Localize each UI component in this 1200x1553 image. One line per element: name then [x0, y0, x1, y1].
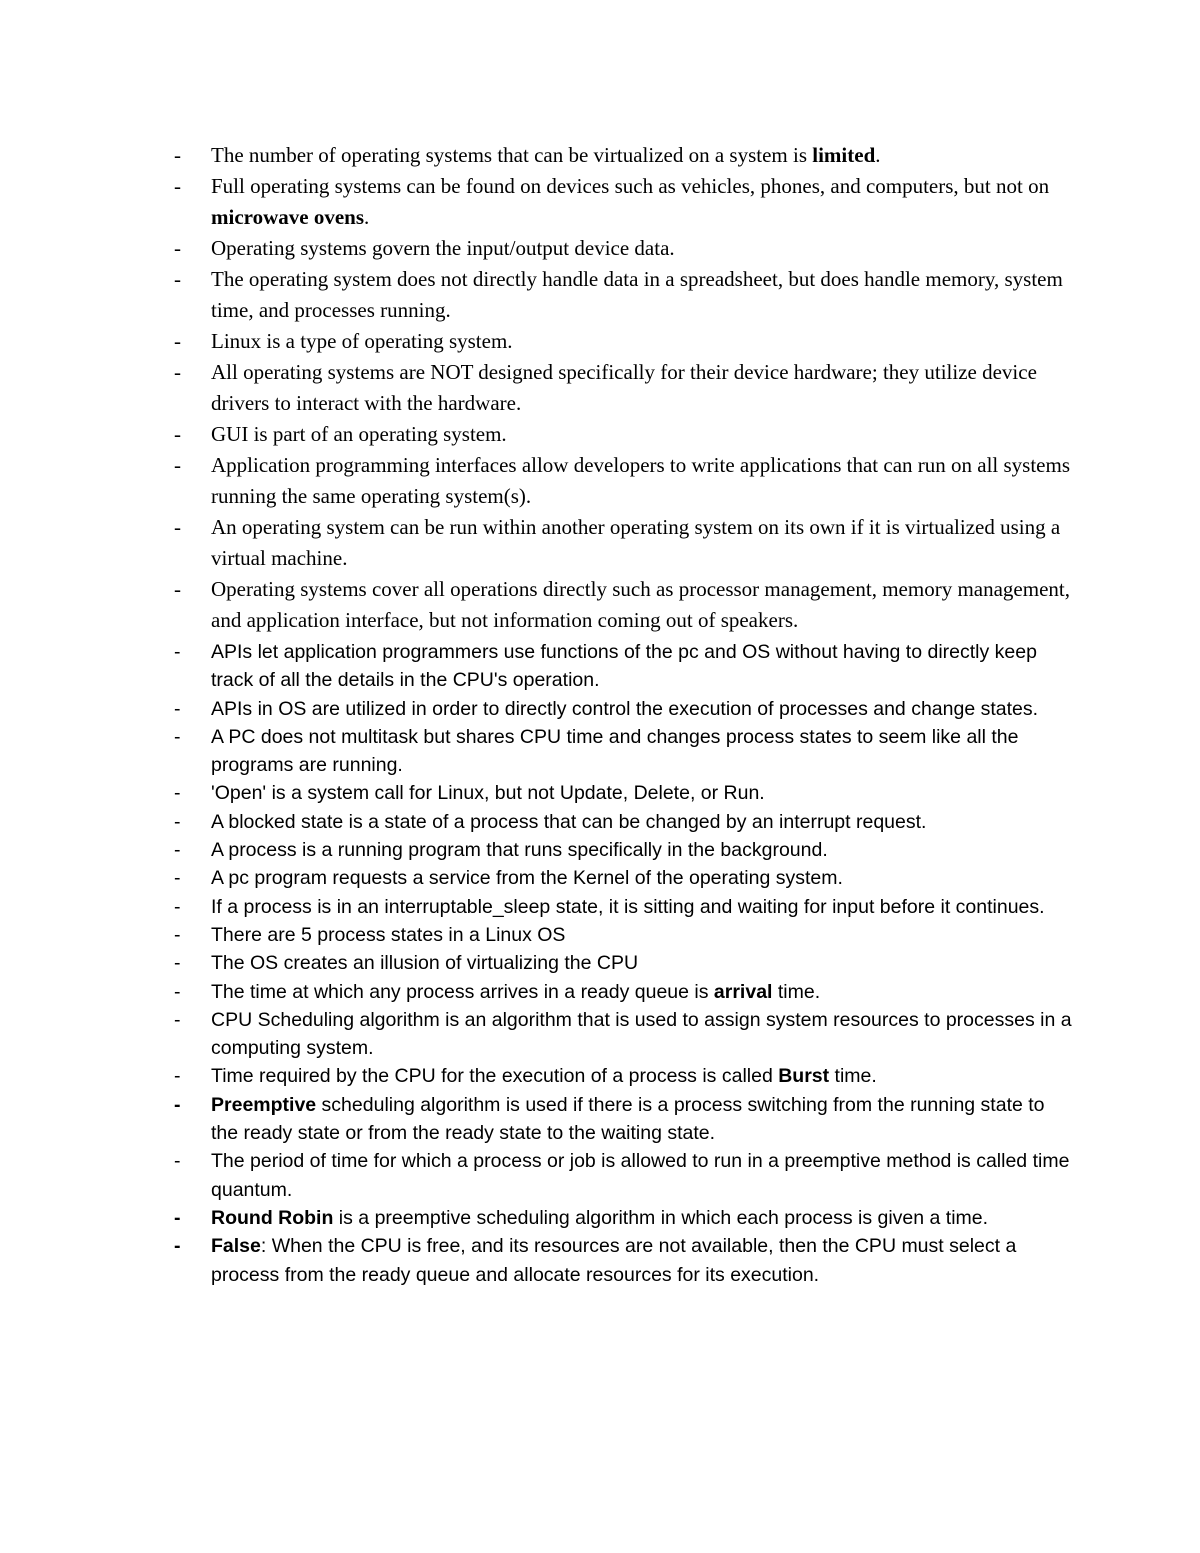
- list-bullet: -: [174, 980, 181, 1003]
- item-text: : When the CPU is free, and its resources are not available, then the CPU must select a process from the ready queue and allocate resources for its execution.: [211, 1235, 1017, 1286]
- list-bullet: -: [174, 782, 181, 805]
- list-bullet: -: [174, 453, 181, 477]
- list-bullet: -: [174, 895, 181, 918]
- item-text: If a process is in an interruptable_sleep state, it is sitting and waiting for input before it continues.: [211, 895, 1045, 918]
- list-bullet: -: [174, 867, 181, 890]
- list-item: [174, 1147, 1074, 1204]
- item-text: is a preemptive scheduling algorithm in which each process is given a time.: [333, 1206, 989, 1229]
- list-bullet: -: [174, 1235, 181, 1258]
- list-item: [174, 512, 1074, 574]
- list-bullet: -: [174, 1206, 181, 1229]
- item-text: A pc program requests a service from the Kernel of the operating system.: [211, 867, 843, 890]
- item-text: .: [364, 205, 370, 229]
- item-text: scheduling algorithm is used if there is a process switching from the running state to the ready state or from the ready state to the waiting state.: [211, 1093, 1045, 1145]
- list-item: [174, 779, 1074, 807]
- sans-statement-list: [174, 638, 1074, 1289]
- list-item: [174, 723, 1074, 780]
- list-bullet: -: [174, 174, 181, 198]
- item-text: A PC does not multitask but shares CPU time and changes process states to seem like all the programs are running.: [211, 725, 1019, 777]
- item-bold-text: limited: [812, 143, 876, 167]
- list-bullet: -: [174, 267, 181, 291]
- list-bullet: -: [174, 236, 181, 260]
- list-item: [174, 574, 1074, 636]
- list-item: [174, 808, 1074, 836]
- list-item: [174, 171, 1074, 233]
- item-text: An operating system can be run within another operating system on its own if it is virtualized using a virtual machine.: [211, 515, 1061, 570]
- list-item: [174, 864, 1074, 892]
- item-bold-text: arrival: [713, 980, 773, 1003]
- list-item: [174, 419, 1074, 450]
- item-text: Operating systems govern the input/output device data.: [211, 236, 675, 260]
- item-bold-text: Burst: [778, 1065, 830, 1088]
- item-text: time.: [829, 1065, 877, 1088]
- list-bullet: -: [174, 952, 181, 975]
- item-bold-text: False: [211, 1235, 261, 1258]
- list-item: [174, 1232, 1074, 1289]
- item-text: Time required by the CPU for the execution of a process is called: [211, 1065, 779, 1088]
- list-item: [174, 949, 1074, 977]
- list-item: [174, 264, 1074, 326]
- list-item: [174, 450, 1074, 512]
- item-text: A process is a running program that runs specifically in the background.: [211, 839, 828, 862]
- list-bullet: -: [174, 810, 181, 833]
- list-bullet: -: [174, 360, 181, 384]
- item-text: CPU Scheduling algorithm is an algorithm that is used to assign system resources to processes in a computing system.: [211, 1008, 1072, 1060]
- item-text: There are 5 process states in a Linux OS: [211, 923, 566, 946]
- list-bullet: -: [174, 577, 181, 601]
- list-item: [174, 140, 1074, 171]
- list-bullet: -: [174, 839, 181, 862]
- item-text: APIs let application programmers use functions of the pc and OS without having to directly keep track of all the details in the CPU's operation.: [211, 641, 1037, 692]
- list-bullet: -: [174, 329, 181, 353]
- list-item: [174, 695, 1074, 723]
- item-bold-text: Round Robin: [211, 1206, 334, 1229]
- item-text: The period of time for which a process or job is allowed to run in a preemptive method is called time quantum.: [211, 1150, 1070, 1201]
- list-bullet: -: [174, 923, 181, 946]
- list-item: [174, 1091, 1074, 1148]
- list-bullet: -: [174, 725, 181, 748]
- item-text: The operating system does not directly handle data in a spreadsheet, but does handle memory, system time, and processes running.: [211, 267, 1063, 322]
- list-bullet: -: [174, 697, 181, 720]
- list-bullet: -: [174, 1065, 181, 1088]
- list-bullet: -: [174, 1093, 181, 1116]
- item-text: Linux is a type of operating system.: [211, 329, 513, 353]
- list-bullet: -: [174, 641, 181, 663]
- item-text: The number of operating systems that can be virtualized on a system is: [211, 143, 813, 167]
- list-item: [174, 893, 1074, 921]
- item-text: Operating systems cover all operations directly such as processor management, memory management, and application interface, but not information coming out of speakers.: [211, 577, 1070, 632]
- list-bullet: -: [174, 143, 181, 167]
- list-item: [174, 1006, 1074, 1063]
- list-item: [174, 638, 1074, 695]
- list-item: [174, 357, 1074, 419]
- list-bullet: -: [174, 1150, 181, 1173]
- list-item: [174, 978, 1074, 1006]
- item-bold-text: Preemptive: [211, 1093, 317, 1116]
- list-item: [174, 1204, 1074, 1232]
- serif-statement-list: [174, 140, 1074, 636]
- item-text: Application programming interfaces allow developers to write applications that can run on all systems running the same operating system(s).: [211, 453, 1071, 508]
- list-bullet: -: [174, 422, 181, 446]
- list-item: [174, 921, 1074, 949]
- item-text: A blocked state is a state of a process that can be changed by an interrupt request.: [211, 810, 927, 833]
- list-item: [174, 233, 1074, 264]
- list-item: [174, 1062, 1074, 1090]
- list-bullet: -: [174, 515, 181, 539]
- list-bullet: -: [174, 1008, 181, 1031]
- item-text: APIs in OS are utilized in order to directly control the execution of processes and change states.: [211, 697, 1039, 720]
- item-text: time.: [772, 980, 821, 1003]
- item-text: GUI is part of an operating system.: [211, 422, 507, 446]
- list-item: [174, 326, 1074, 357]
- item-text: .: [875, 143, 881, 167]
- item-text: Full operating systems can be found on devices such as vehicles, phones, and computers, but not on: [211, 174, 1050, 198]
- item-text: All operating systems are NOT designed specifically for their device hardware; they utilize device drivers to interact with the hardware.: [211, 360, 1037, 415]
- item-bold-text: microwave ovens: [211, 205, 364, 229]
- item-text: 'Open' is a system call for Linux, but not Update, Delete, or Run.: [211, 782, 765, 805]
- list-item: [174, 836, 1074, 864]
- item-text: The OS creates an illusion of virtualizing the CPU: [211, 952, 639, 975]
- item-text: The time at which any process arrives in a ready queue is: [211, 980, 714, 1003]
